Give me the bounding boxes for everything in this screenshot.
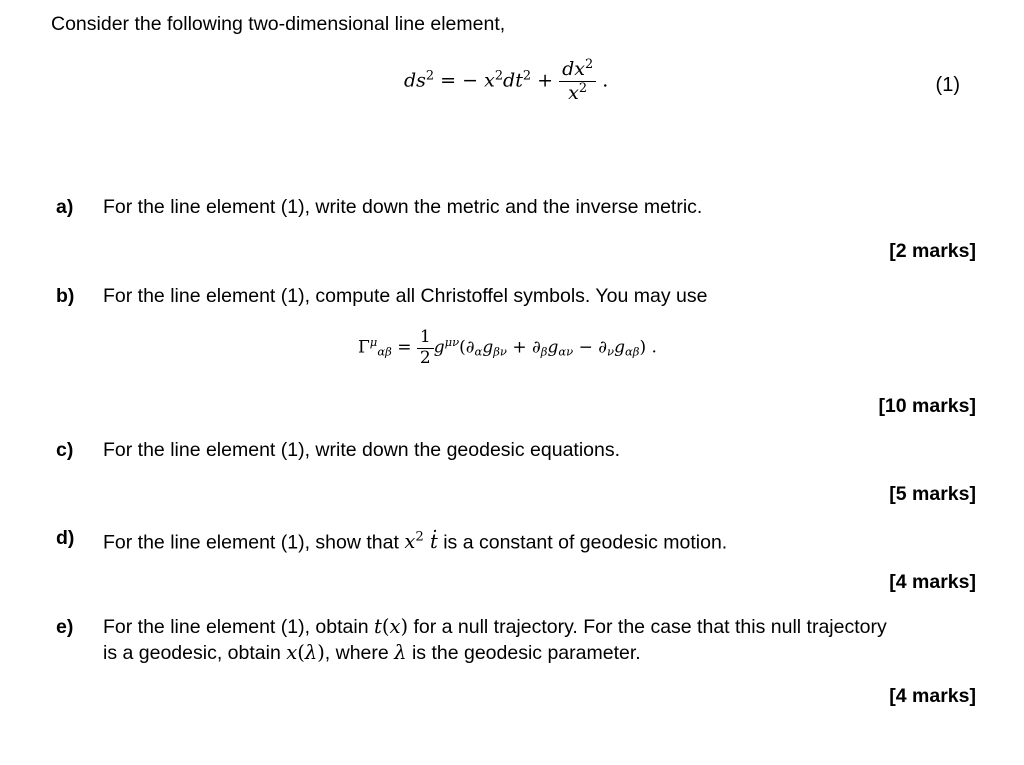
part-c-text: For the line element (1), write down the geodesic equations.	[103, 439, 621, 461]
part-e-math-x-of-lambda: x(λ)	[286, 641, 325, 664]
part-e-text-1: For the line element (1), obtain	[103, 616, 369, 638]
part-e-text-4: , where	[324, 642, 389, 664]
part-a-marks: [2 marks]	[889, 240, 976, 262]
part-d-math: $x^2$ ṫ	[404, 530, 438, 554]
part-e-marks: [4 marks]	[889, 685, 976, 707]
intro-text: Consider the following two-dimensional line element,	[51, 13, 506, 35]
part-d-text-before: For the line element (1), show that	[103, 531, 399, 554]
part-e-text	[103, 614, 983, 666]
part-d-label: d)	[56, 527, 75, 549]
part-d-text	[103, 525, 727, 555]
part-b-text: For the line element (1), compute all Christoffel symbols. You may use	[103, 285, 708, 307]
christoffel-formula: $\Gamma^\mu_{\alpha\beta}$ = $\frac{1}{2}$ $g^{\mu\nu}(\partial_\alpha g_{\beta\nu} + \partial_\beta g_{\alpha\nu} - \partial_\nu g_{\alpha\beta})$ .	[358, 327, 657, 368]
part-d-text-after: is a constant of geodesic motion.	[443, 531, 728, 554]
part-e-text-5: is the geodesic parameter.	[411, 642, 641, 664]
part-a-label: a)	[56, 196, 74, 218]
equation-number: (1)	[935, 74, 960, 96]
part-e-text-2: for a null trajectory. For the case that this null trajectory	[413, 616, 887, 638]
part-c-label: c)	[56, 439, 74, 461]
part-b-label: b)	[56, 285, 75, 307]
part-e-math-t-of-x: t(x)	[373, 615, 409, 638]
part-e-math-lambda: λ	[394, 641, 407, 664]
part-e-label: e)	[56, 616, 74, 638]
part-a-text: For the line element (1), write down the metric and the inverse metric.	[103, 196, 703, 218]
part-d-marks: [4 marks]	[889, 571, 976, 593]
line-element-equation: $ds^2$ = − $x^2dt^2$ + $\frac{dx^2}{x^2}$ .	[404, 57, 609, 105]
part-b-marks: [10 marks]	[878, 395, 976, 417]
part-e-text-3: is a geodesic, obtain	[103, 642, 281, 664]
part-c-marks: [5 marks]	[889, 483, 976, 505]
